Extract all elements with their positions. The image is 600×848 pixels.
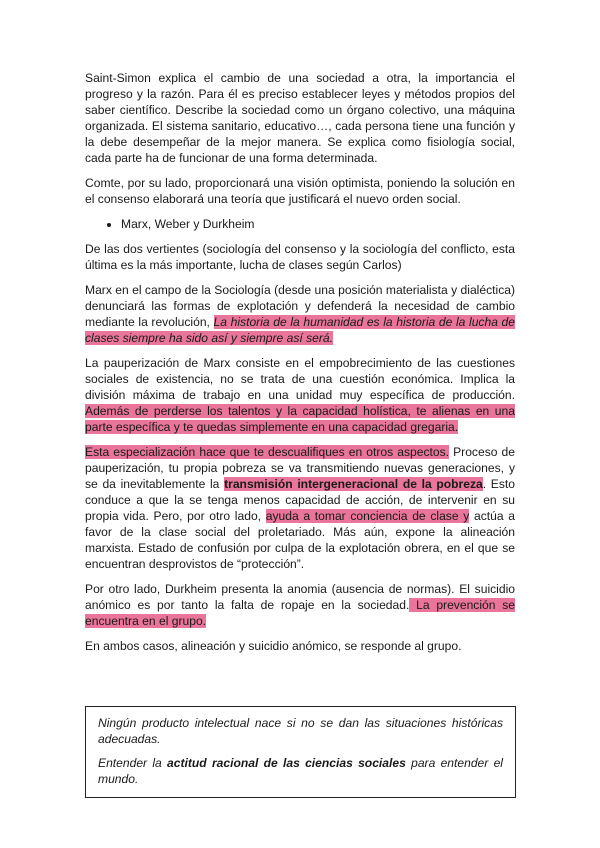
highlighted-text: Además de perderse los talentos y la capacidad holística, te alienas en una parte específica y te quedas simplemente en una capacidad gregaria. <box>85 404 515 434</box>
paragraph-pauperizacion <box>85 355 515 435</box>
text-segment: Marx en el campo de la Sociología (desde una posición materialista y dialéctica) denunciará las formas de explotación y defenderá la necesidad de cambio mediante la revolución, <box>85 283 515 329</box>
text-segment: Proceso de pauperización, tu propia pobreza se va transmitiendo nuevas generaciones, y se da inevitablemente la <box>85 445 515 491</box>
text-segment: actúa a favor de la clase social del proletariado. Más aún, expone la alineación marxista. Estado de confusión por culpa de la explotación obrera, en el que se encuentran desprovistos de “protección”. <box>85 509 515 571</box>
bold-text: actitud racional de las ciencias sociales <box>167 756 406 770</box>
bullet-item: • Marx, Weber y Durkheim <box>121 216 515 232</box>
text-segment: . Esto conduce a que la se tenga menos capacidad de acción, de intervenir en su propia vida. Pero, por otro lado, <box>85 477 516 523</box>
highlighted-text: Esta especialización hace que te descualifiques en otros aspectos. <box>85 445 450 459</box>
summary-line-1: Ningún producto intelectual nace si no se dan las situaciones históricas adecuadas. <box>98 716 503 746</box>
text-segment: La pauperización de Marx consiste en el empobrecimiento de las cuestiones sociales de existencia, no se trata de una cuestión económica. Implica la división máxima de trabajo en una unidad muy específica de producción. <box>85 356 515 402</box>
highlighted-text: La historia de la humanidad es la historia de la lucha de clases siempre ha sido así y siempre así será. <box>85 315 515 345</box>
paragraph-vertientes: De las dos vertientes (sociología del consenso y la sociología del conflicto, esta última es la más importante, lucha de clases según Carlos) <box>85 242 515 272</box>
paragraph-conclusion: En ambos casos, alineación y suicidio anómico, se responde al grupo. <box>85 639 462 653</box>
text-segment: Entender la <box>98 756 168 770</box>
text-segment: Por otro lado, Durkheim presenta la anomia (ausencia de normas). El suicidio anómico es por tanto la falta de ropaje en la sociedad. <box>85 582 515 612</box>
highlighted-bold-text: transmisión intergeneracional de la pobreza <box>224 477 483 491</box>
text-segment: para entender el mundo. <box>98 756 503 786</box>
paragraph-saint-simon: Saint-Simon explica el cambio de una sociedad a otra, la importancia el progreso y la razón. Para él es preciso establecer leyes y métodos propios del saber científico. Describe la sociedad como un órgano colectivo, una máquina organizada. El sistema sanitario, educativo…, cada persona tiene una función y la debe desempeñar de la mejor manera. Se explica como fisiología social, cada parte ha de funcionar de una forma determinada. <box>85 71 515 165</box>
highlighted-text: La prevención se encuentra en el grupo. <box>85 598 515 628</box>
summary-line-2 <box>98 755 503 787</box>
paragraph-especializacion <box>85 444 515 572</box>
summary-box <box>85 706 516 798</box>
document-body <box>85 70 515 663</box>
highlighted-text: ayuda a tomar conciencia de clase y <box>265 509 470 523</box>
paragraph-durkheim <box>85 581 515 629</box>
paragraph-comte: Comte, por su lado, proporcionará una visión optimista, poniendo la solución en el consenso elaborará una teoría que justificará el nuevo orden social. <box>85 176 515 206</box>
bullet-list <box>85 216 515 232</box>
paragraph-marx <box>85 282 515 346</box>
